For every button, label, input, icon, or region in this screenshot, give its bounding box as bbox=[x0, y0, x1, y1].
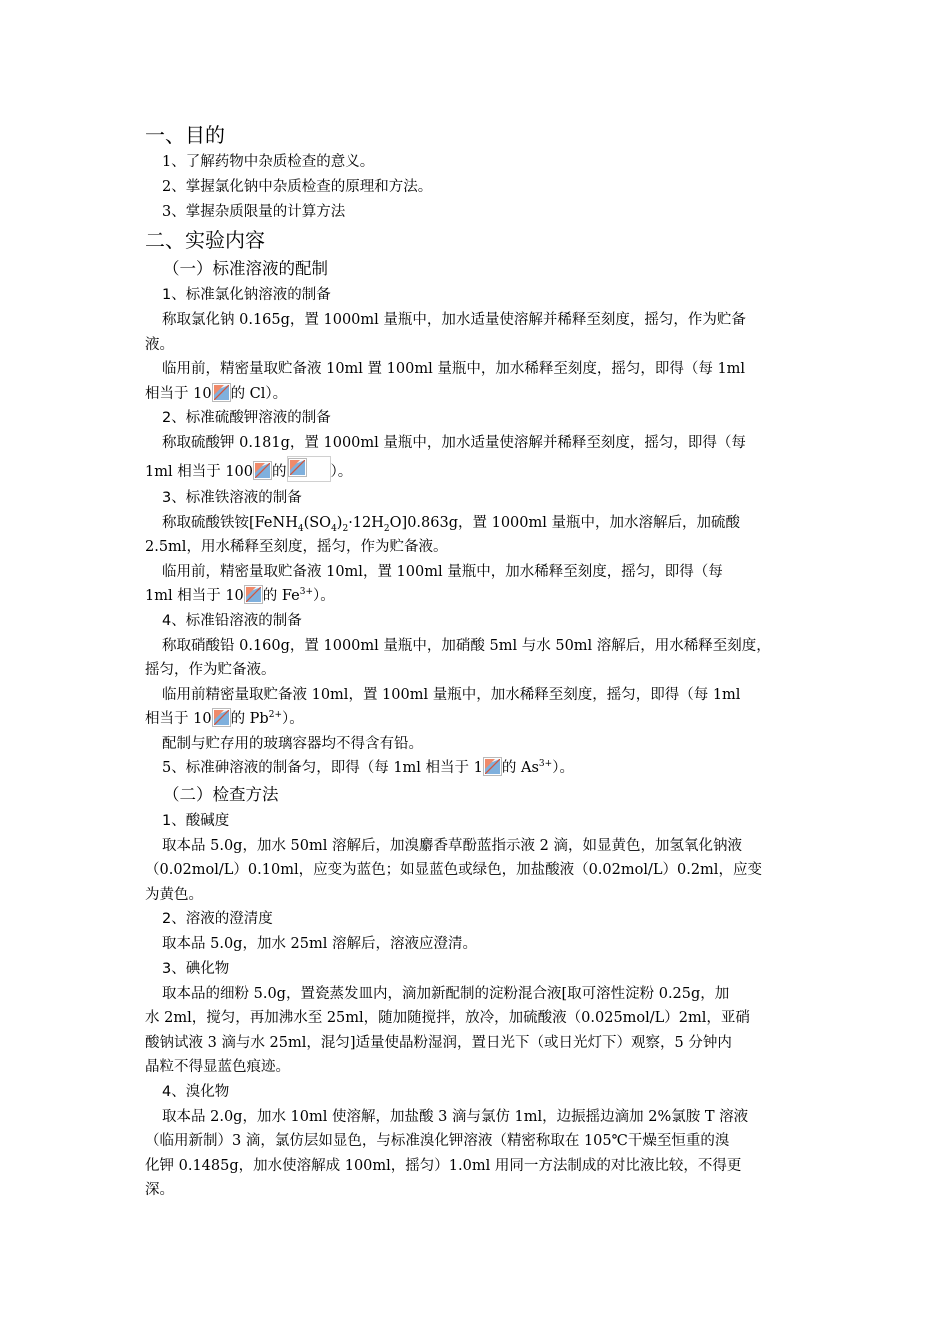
paragraph: 称取硝酸铅 0.160g，置 1000ml 量瓶中，加硝酸 5ml 与水 50ml 溶解后，用水稀释至刻度， 摇匀，作为贮备液。 bbox=[145, 637, 771, 678]
broken-image-icon bbox=[212, 708, 231, 727]
broken-image-icon bbox=[288, 458, 307, 477]
heading-clarity: 2、溶液的澄清度 bbox=[162, 911, 273, 927]
heading-k2so4-standard: 2、标准硫酸钾溶液的制备 bbox=[162, 410, 331, 426]
heading-bromide: 4、溴化物 bbox=[162, 1083, 230, 1100]
heading-lead-standard: 4、标准铅溶液的制备 bbox=[162, 612, 302, 629]
objective-item: 3、掌握杂质限量的计算方法 bbox=[162, 204, 346, 220]
paragraph: 称取氯化钠 0.165g，置 1000ml 量瓶中，加水适量使溶解并稀释至刻度，摇匀，作为贮备 液。 bbox=[145, 312, 746, 353]
subsection-2-title: （二）检查方法 bbox=[163, 784, 279, 804]
paragraph: 取本品的细粉 5.0g，置瓷蒸发皿内，滴加新配制的淀粉混合液[取可溶性淀粉 0.25g，加 水 2ml，搅匀，再加沸水至 25ml，随加随搅拌，放冷，加硫酸液（0.025mol/L）2ml，亚硝 酸钠试液 3 滴与水 25ml，混匀]适量使晶粉湿润，置日光下（或日光灯下）观察，5 分钟内 晶粒不得显蓝色痕迹。 bbox=[145, 985, 750, 1075]
broken-image-icon bbox=[253, 461, 272, 480]
document-page bbox=[145, 120, 810, 1203]
objective-item: 2、掌握氯化钠中杂质检查的原理和方法。 bbox=[162, 179, 433, 195]
section-2-title: 二、实验内容 bbox=[145, 228, 265, 252]
heading-iron-standard: 3、标准铁溶液的制备 bbox=[162, 489, 302, 506]
paragraph: 5、标准砷溶液的制备匀，即得（每 1ml 相当于 1 的 $As^{3+}$）。 bbox=[145, 756, 810, 781]
paragraph: 取本品 5.0g，加水 25ml 溶解后，溶液应澄清。 bbox=[162, 936, 478, 952]
broken-image-icon bbox=[244, 585, 263, 604]
section-1-title: 一、目的 bbox=[145, 123, 225, 147]
image-frame bbox=[287, 456, 331, 482]
objective-item: 1、了解药物中杂质检查的意义。 bbox=[162, 154, 375, 170]
paragraph: 取本品 2.0g，加水 10ml 使溶解，加盐酸 3 滴与氯仿 1ml，边振摇边滴加 2%氯胺 T 溶液 （临用新制）3 滴，氯仿层如显色，与标准溴化钾溶液（精密称取在 105℃干燥至恒重的溴 化钾 0.1485g，加水使溶解成 100ml，摇匀）1.0ml 用同一方法制成的对比液比较，不得更 深。 bbox=[145, 1108, 749, 1198]
paragraph: 称取硫酸铁铵$[FeNH_4(SO_4)_2\cdot 12H_2O]0.863g$，置 1000ml 量瓶中，加水溶解后，加硫酸 2.5ml，用水稀释至刻度，摇匀，作为贮备液。 bbox=[145, 514, 740, 555]
heading-nacl-standard: 1、标准氯化钠溶液的制备 bbox=[162, 287, 331, 303]
broken-image-icon bbox=[483, 757, 502, 776]
paragraph: 临用前，精密量取贮备液 10ml 置 100ml 量瓶中，加水稀释至刻度，摇匀，即得（每 1ml 相当于 10 的 Cl）。 bbox=[145, 361, 746, 402]
paragraph: 称取硫酸钾 0.181g，置 1000ml 量瓶中，加水适量使溶解并稀释至刻度，摇匀，即得（每 1ml 相当于 100 的 ）。 bbox=[145, 435, 746, 480]
paragraph: 配制与贮存用的玻璃容器均不得含有铅。 bbox=[162, 735, 423, 752]
paragraph: 临用前精密量取贮备液 10ml，置 100ml 量瓶中，加水稀释至刻度，摇匀，即得（每 1ml 相当于 10 的 $Pb^{2+}$）。 bbox=[145, 686, 741, 727]
heading-iodide: 3、碘化物 bbox=[162, 960, 230, 977]
broken-image-icon bbox=[212, 383, 231, 402]
heading-acidity: 1、酸碱度 bbox=[162, 812, 230, 829]
subsection-1-title: （一）标准溶液的配制 bbox=[163, 259, 328, 278]
paragraph: 取本品 5.0g，加水 50ml 溶解后，加溴麝香草酚蓝指示液 2 滴，如显黄色，加氢氧化钠液 （0.02mol/L）0.10ml，应变为蓝色；如显蓝色或绿色，加盐酸液（0.02mol/L）0.2ml，应变 为黄色。 bbox=[145, 837, 762, 903]
paragraph: 临用前，精密量取贮备液 10ml，置 100ml 量瓶中，加水稀释至刻度，摇匀，即得（每 1ml 相当于 10 的 $Fe^{3+}$）。 bbox=[145, 563, 723, 604]
